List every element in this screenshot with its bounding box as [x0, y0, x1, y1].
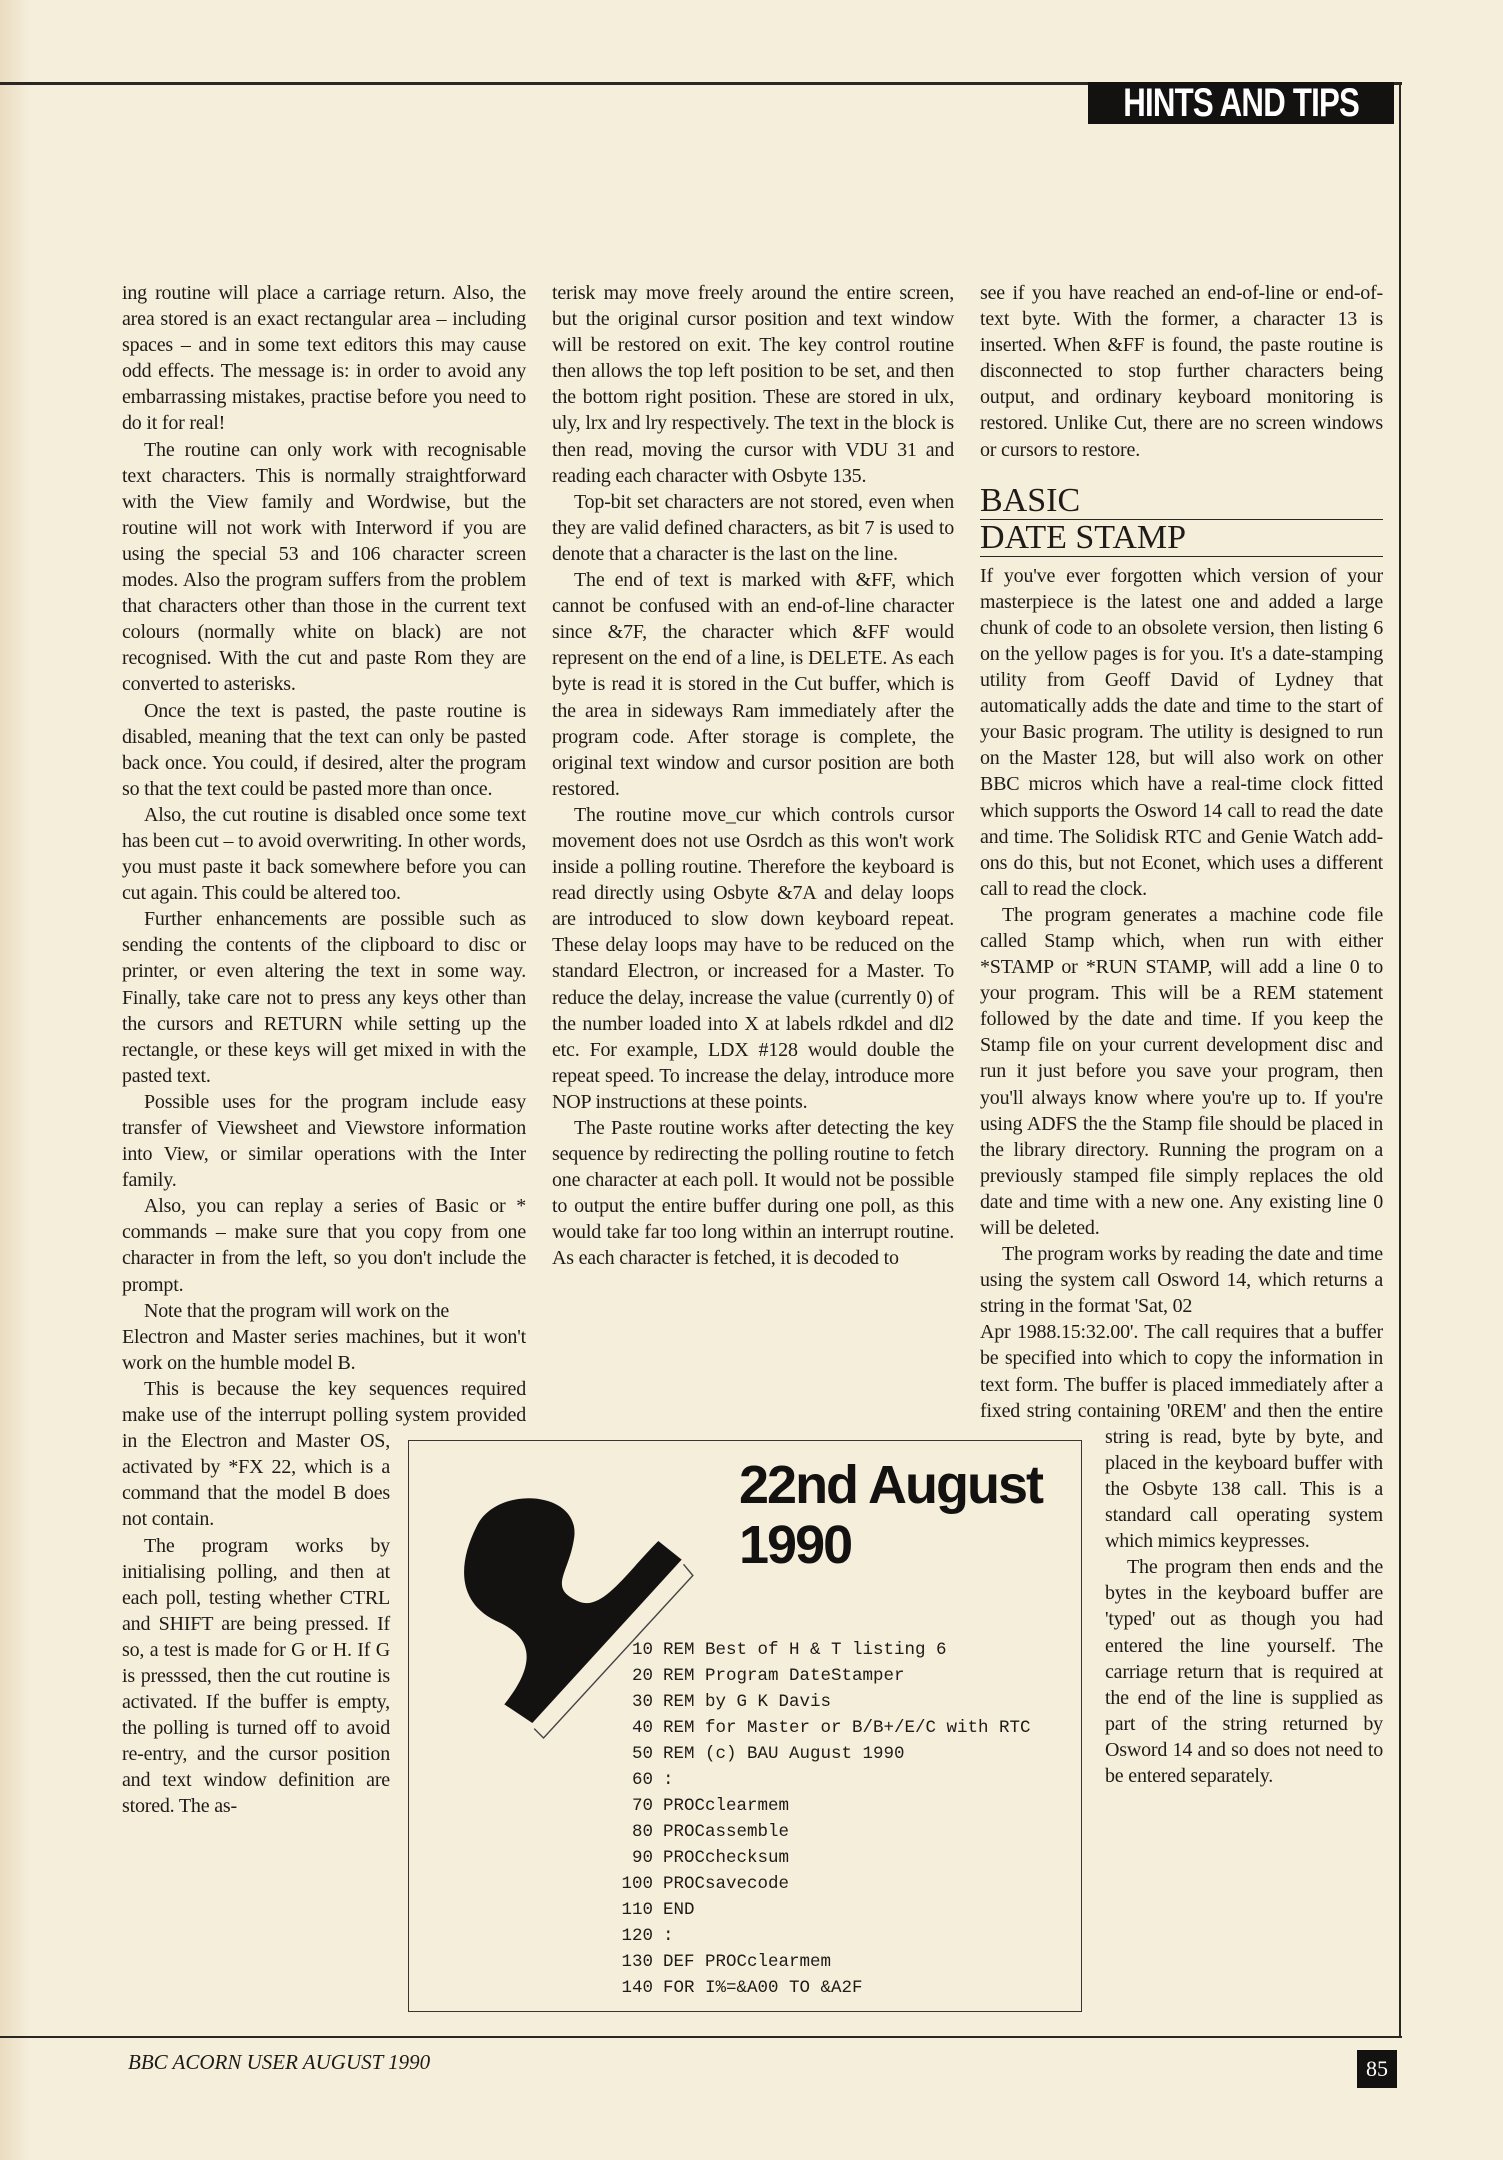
program-listing	[609, 1637, 1031, 2001]
paragraph: Further enhancements are possible such as sending the contents of the clipboard to disc or printer, or even altering the text in some way. Finally, take care not to press any keys other than the cursors and RETURN while setting up the rectangle, or these keys will get mixed in with the pasted text.	[122, 908, 526, 1087]
listing-line	[609, 1715, 1031, 1741]
paragraph: The program works by initialising polling, and then at each poll, testing whether CTRL and SHIFT are being pressed. If so, a test is made for G or H. If G is presssed, then the cut routine is activated. If the buffer is empty, the polling is turned off to avoid re-entry, and the cursor position and text window definition are stored. The as-	[122, 1534, 390, 1818]
paragraph: The Paste routine works after detecting the key sequence by redirecting the polling routine to fetch one character at each poll. It would not be possible to output the entire buffer during one poll, as this would take far too long within an interrupt routine. As each character is fetched, it is decoded to	[552, 1117, 954, 1270]
line-code: REM (c) BAU August 1990	[663, 1744, 905, 1764]
listing-line	[609, 1637, 1031, 1663]
listing-line	[609, 1871, 1031, 1897]
line-number: 10	[631, 1640, 653, 1660]
listing-line	[609, 1767, 1031, 1793]
line-code: PROCassemble	[663, 1822, 790, 1842]
paragraph: This is because the key sequences required make use of the interrupt polling system provided in the Electron and Master OS, activated by *FX 22, which is a command that the model B does not contain.	[122, 1377, 526, 1531]
line-number: 140	[621, 1978, 653, 1998]
paragraph: Apr 1988.15:32.00'. The call requires that a buffer be specified into which to copy the information in text form. The buffer is placed immediately after a fixed string containing '0REM' and then the entire string is read, byte by byte, and placed in the keyboard buffer with the Osbyte 138 call. This is a standard call operating system which mimics keypresses.	[980, 1321, 1383, 1553]
line-code: PROCclearmem	[663, 1796, 790, 1816]
line-code: :	[663, 1926, 674, 1946]
paragraph: Also, you can replay a series of Basic or * commands – make sure that you copy from one character in from the left, so you don't include the prompt.	[122, 1195, 526, 1296]
listing-line	[609, 1819, 1031, 1845]
listing-line	[609, 1689, 1031, 1715]
column-1-body	[122, 280, 526, 1324]
paragraph: Electron and Master series machines, but it won't work on the humble model B.	[122, 1325, 526, 1374]
listing-figure	[408, 1440, 1082, 2012]
listing-line	[609, 1845, 1031, 1871]
paragraph: Top-bit set characters are not stored, even when they are valid defined characters, as bit 7 is used to denote that a character is the last on the line.	[552, 490, 954, 565]
paragraph: The routine can only work with recognisable text characters. This is normally straightforward with the View family and Wordwise, but the routine will not work with Interword if you are using the special 53 and 106 character screen modes. Also the program suffers from the problem that characters other than those in the current text colours (normally white on black) are not recognised. With the cut and paste Rom they are converted to asterisks.	[122, 438, 526, 696]
paragraph: The end of text is marked with &FF, which cannot be confused with an end-of-line character since &7F, the character which &FF would represent on the end of a line, is DELETE. As each byte is read it is stored in the Cut buffer, which is the area in sideways Ram immediately after the program code. After storage is complete, the original text window and cursor position are both restored.	[552, 569, 954, 800]
line-number: 120	[621, 1926, 653, 1946]
paragraph: The program generates a machine code file called Stamp which, when run with either *STAMP or *RUN STAMP, will add a line 0 to your program. This will be a REM statement followed by the date and time. If you keep the Stamp file on your current development disc and run it just before you save your program, then you'll always know where you're up to. If you're using ADFS the the Stamp file should be placed in the library directory. Running the program on a previously stamped file simply replaces the old date and time with a new one. Any existing line 0 will be deleted.	[980, 903, 1383, 1239]
paragraph: The program works by reading the date and time using the system call Osword 14, which returns a string in the format 'Sat, 02	[980, 1243, 1383, 1318]
paragraph: If you've ever forgotten which version of your masterpiece is the latest one and added a large chunk of code to an obsolete version, then listing 6 on the yellow pages is for you. It's a date-stamping utility from Geoff David of Lydney that automatically adds the date and time to the start of your Basic program. The utility is designed to run on the Master 128, but will also work on other BBC micros which have a real-time clock fitted which supports the Osword 14 call to read the date and time. The Solidisk RTC and Genie Watch add-ons do this, but not Econet, which uses a different call to read the clock.	[980, 564, 1383, 900]
line-number: 130	[621, 1952, 653, 1972]
line-number: 30	[631, 1692, 653, 1712]
right-rule	[1399, 82, 1401, 2038]
line-number: 50	[631, 1744, 653, 1764]
line-code: PROCsavecode	[663, 1874, 790, 1894]
line-number: 20	[631, 1666, 653, 1686]
listing-line	[609, 1663, 1031, 1689]
paragraph: Note that the program will work on the	[144, 1299, 450, 1322]
paragraph: terisk may move freely around the entire screen, but the original cursor position and text window will be restored on exit. The key control routine then allows the top left position to be set, and then the bottom right position. These are stored in ulx, uly, lrx and lry respectively. The text in the block is then read, moving the cursor with VDU 31 and reading each character with Osbyte 135.	[552, 282, 954, 487]
line-number: 60	[631, 1770, 653, 1790]
paragraph: Once the text is pasted, the paste routine is disabled, meaning that the text can only be pasted back once. You could, if desired, alter the program so that the text could be pasted more than once.	[122, 699, 526, 800]
line-number: 70	[631, 1796, 653, 1816]
line-number: 100	[621, 1874, 653, 1894]
listing-line	[609, 1793, 1031, 1819]
article-heading	[980, 483, 1383, 557]
paragraph: Also, the cut routine is disabled once some text has been cut – to avoid overwriting. In other words, you must paste it back somewhere before you can cut again. This could be altered too.	[122, 803, 526, 905]
line-number: 40	[631, 1718, 653, 1738]
listing-line	[609, 1949, 1031, 1975]
line-code: DEF PROCclearmem	[663, 1952, 832, 1972]
article-body	[980, 563, 1383, 1320]
paragraph: see if you have reached an end-of-line or end-of-text byte. With the former, a character 13 is inserted. When &FF is found, the paste routine is disconnected to stop further characters being output, and ordinary keyboard monitoring is restored. Unlike Cut, there are no screen windows or cursors to restore.	[980, 282, 1383, 461]
paragraph: The routine move_cur which controls cursor movement does not use Osrdch as this won't work inside a polling routine. Therefore the keyboard is read directly using Osbyte &7A and delay loops are introduced to slow down keyboard repeat. These delay loops may have to be reduced on the standard Electron, or increased for a Master. To reduce the delay, increase the value (currently 0) of the number loaded into X at labels rdkdel and dl2 etc. For example, LDX #128 would double the repeat speed. To increase the delay, introduce more NOP instructions at these points.	[552, 803, 954, 1113]
line-code: :	[663, 1770, 674, 1790]
line-code: REM Best of H & T listing 6	[663, 1640, 947, 1660]
column-2	[552, 280, 954, 1272]
line-code: REM Program DateStamper	[663, 1666, 905, 1686]
paragraph: The program then ends and the bytes in the keyboard buffer are 'typed' out as though you had entered the line yourself. The carriage return that is required at the end of the line is supplied as part of the string returned by Osword 14 and so does not need to be entered separately.	[1105, 1556, 1383, 1787]
line-number: 90	[631, 1848, 653, 1868]
section-tag-label: HINTS AND TIPS	[1123, 82, 1359, 124]
line-number: 110	[621, 1900, 653, 1920]
heading-line-1: BASIC	[980, 483, 1383, 520]
listing-line	[609, 1897, 1031, 1923]
paragraph: ing routine will place a carriage return. Also, the area stored is an exact rectangular area – including spaces – and in some text editors this may cause odd effects. The message is: in order to avoid any embarrassing mistakes, practise before you need to do it for real!	[122, 282, 526, 435]
listing-line	[609, 1923, 1031, 1949]
listing-line	[609, 1975, 1031, 2001]
line-code: REM for Master or B/B+/E/C with RTC	[663, 1718, 1031, 1738]
line-number: 80	[631, 1822, 653, 1842]
heading-line-2: DATE STAMP	[980, 520, 1383, 557]
paragraph: Possible uses for the program include easy transfer of Viewsheet and Viewstore information into View, or similar operations with the Inter family.	[122, 1090, 526, 1192]
footer-publication: BBC ACORN USER AUGUST 1990	[128, 2050, 431, 2074]
line-code: REM by G K Davis	[663, 1692, 832, 1712]
line-code: END	[663, 1900, 695, 1920]
line-code: PROCchecksum	[663, 1848, 790, 1868]
section-tag	[1088, 82, 1394, 124]
column-2-body	[552, 280, 954, 1272]
page-edge-shadow	[0, 0, 30, 2160]
stamp-date: 22nd August 1990	[739, 1455, 1043, 1575]
listing-line	[609, 1741, 1031, 1767]
page-number: 85	[1357, 2050, 1397, 2088]
line-code: FOR I%=&A00 TO &A2F	[663, 1978, 863, 1998]
